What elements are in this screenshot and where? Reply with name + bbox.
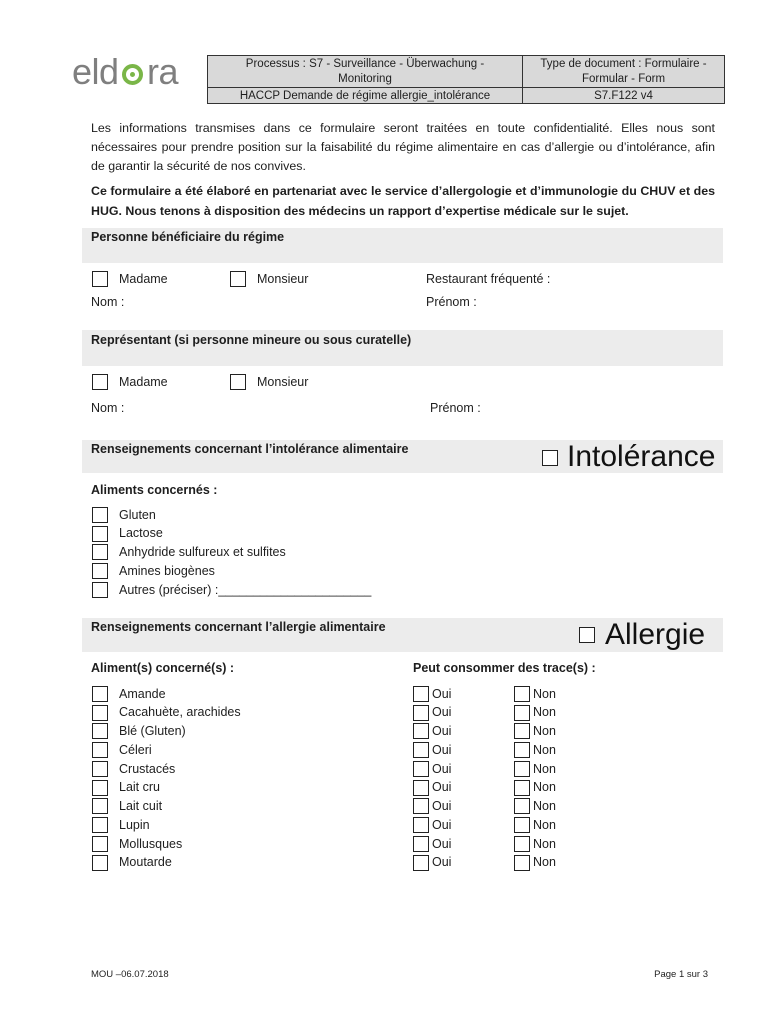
beneficiary-madame-label: Madame xyxy=(119,272,168,286)
intolerance-item-label: Anhydride sulfureux et sulfites xyxy=(119,545,286,560)
non-label: Non xyxy=(533,742,556,757)
intolerance-item-label: Gluten xyxy=(119,507,156,522)
oui-label: Oui xyxy=(432,780,452,795)
amande-traces-non-checkbox[interactable] xyxy=(514,686,530,702)
representative-madame-label: Madame xyxy=(119,375,168,389)
footer-page-number: Page 1 sur 3 xyxy=(654,969,708,980)
non-label: Non xyxy=(533,686,556,701)
oui-label: Oui xyxy=(432,817,452,832)
representative-section-header xyxy=(82,330,723,366)
allergy-item-label: Cacahuète, arachides xyxy=(119,705,241,720)
lait-cuit-checkbox[interactable] xyxy=(92,798,108,814)
crustaces-traces-non-checkbox[interactable] xyxy=(514,761,530,777)
intolerance-row-gluten xyxy=(92,506,552,525)
crustaces-traces-oui-checkbox[interactable] xyxy=(413,761,429,777)
allergy-item-label: Blé (Gluten) xyxy=(119,724,186,739)
cacahuete-traces-non-checkbox[interactable] xyxy=(514,705,530,721)
amande-checkbox[interactable] xyxy=(92,686,108,702)
allergy-item-label: Mollusques xyxy=(119,836,183,851)
allergy-row-lait-cuit xyxy=(92,797,556,816)
oui-label: Oui xyxy=(432,855,452,870)
mollusques-traces-oui-checkbox[interactable] xyxy=(413,836,429,852)
beneficiary-prenom-label: Prénom : xyxy=(426,295,477,309)
lait-cru-traces-non-checkbox[interactable] xyxy=(514,780,530,796)
oui-label: Oui xyxy=(432,724,452,739)
ble-checkbox[interactable] xyxy=(92,723,108,739)
non-label: Non xyxy=(533,761,556,776)
oui-label: Oui xyxy=(432,799,452,814)
allergy-heading: Renseignements concernant l’allergie alimentaire xyxy=(91,620,386,634)
lupin-traces-non-checkbox[interactable] xyxy=(514,817,530,833)
lactose-checkbox[interactable] xyxy=(92,526,108,542)
logo-lettering-prefix: eld xyxy=(72,51,119,92)
intolerance-item-label: Amines biogènes xyxy=(119,563,215,578)
intolerance-item-label: Autres (préciser) :______________________ xyxy=(119,582,372,597)
ble-traces-oui-checkbox[interactable] xyxy=(413,723,429,739)
mollusques-checkbox[interactable] xyxy=(92,836,108,852)
sulfites-checkbox[interactable] xyxy=(92,544,108,560)
oui-label: Oui xyxy=(432,761,452,776)
allergy-food-list xyxy=(92,685,556,873)
lupin-traces-oui-checkbox[interactable] xyxy=(413,817,429,833)
allergy-badge-label: Allergie xyxy=(605,618,706,651)
oui-label: Oui xyxy=(432,705,452,720)
allergy-item-label: Céleri xyxy=(119,742,152,757)
allergy-row-lupin xyxy=(92,816,556,835)
allergy-item-label: Lupin xyxy=(119,817,150,832)
allergy-row-celeri xyxy=(92,741,556,760)
autres-checkbox[interactable] xyxy=(92,582,108,598)
allergy-foods-label: Aliment(s) concerné(s) : xyxy=(91,661,235,675)
beneficiary-nom-label: Nom : xyxy=(91,295,125,309)
allergy-row-cacahuete xyxy=(92,703,556,722)
beneficiary-heading: Personne bénéficiaire du régime xyxy=(91,230,285,244)
mollusques-traces-non-checkbox[interactable] xyxy=(514,836,530,852)
intolerance-heading: Renseignements concernant l’intolérance alimentaire xyxy=(91,442,409,456)
allergy-row-moutarde xyxy=(92,853,556,872)
eldora-logo xyxy=(0,0,200,100)
amande-traces-oui-checkbox[interactable] xyxy=(413,686,429,702)
footer-revision: MOU –06.07.2018 xyxy=(91,969,169,980)
intolerance-row-amines xyxy=(92,562,552,581)
non-label: Non xyxy=(533,724,556,739)
document-reference-cell: S7.F122 v4 xyxy=(523,88,725,104)
allergy-item-label: Crustacés xyxy=(119,761,176,776)
amines-checkbox[interactable] xyxy=(92,563,108,579)
representative-heading: Représentant (si personne mineure ou sous curatelle) xyxy=(91,333,412,347)
lait-cuit-traces-non-checkbox[interactable] xyxy=(514,798,530,814)
beneficiary-monsieur-label: Monsieur xyxy=(257,272,309,286)
beneficiary-section-header xyxy=(82,228,723,263)
oui-label: Oui xyxy=(432,836,452,851)
intolerance-badge-label: Intolérance xyxy=(567,440,716,473)
moutarde-checkbox[interactable] xyxy=(92,855,108,871)
non-label: Non xyxy=(533,817,556,832)
logo-o-ring-icon xyxy=(122,64,143,85)
restaurant-label: Restaurant fréquenté : xyxy=(426,272,551,286)
crustaces-checkbox[interactable] xyxy=(92,761,108,777)
representative-prenom-label: Prénom : xyxy=(430,401,481,415)
representative-nom-label: Nom : xyxy=(91,401,125,415)
cacahuete-checkbox[interactable] xyxy=(92,705,108,721)
representative-madame-checkbox[interactable] xyxy=(92,374,108,390)
intolerance-item-label: Lactose xyxy=(119,526,163,541)
non-label: Non xyxy=(533,855,556,870)
privacy-notice: Les informations transmises dans ce formulaire seront traitées en toute confidentialité. Elles nous sont nécessaires pour prendre position sur la faisabilité du régime alimentaire en cas d’allergie ou d’intolérance, afin de garantir la sécurité de nos convives. xyxy=(91,121,715,173)
allergy-checkbox[interactable] xyxy=(579,627,595,643)
representative-monsieur-checkbox[interactable] xyxy=(230,374,246,390)
lait-cru-traces-oui-checkbox[interactable] xyxy=(413,780,429,796)
intolerance-checkbox[interactable] xyxy=(542,450,558,466)
non-label: Non xyxy=(533,836,556,851)
allergy-row-crustaces xyxy=(92,760,556,779)
allergy-item-label: Moutarde xyxy=(119,855,172,870)
celeri-traces-oui-checkbox[interactable] xyxy=(413,742,429,758)
non-label: Non xyxy=(533,705,556,720)
lait-cuit-traces-oui-checkbox[interactable] xyxy=(413,798,429,814)
allergy-item-label: Lait cuit xyxy=(119,799,163,814)
lupin-checkbox[interactable] xyxy=(92,817,108,833)
document-type-cell: Type de document : Formulaire - Formular - Form xyxy=(523,56,725,88)
logo-dot-icon xyxy=(130,72,135,77)
intolerance-foods-label: Aliments concernés : xyxy=(91,483,218,497)
logo-lettering-suffix: ra xyxy=(147,51,179,92)
oui-label: Oui xyxy=(432,686,452,701)
allergy-item-label: Amande xyxy=(119,686,166,701)
celeri-traces-non-checkbox[interactable] xyxy=(514,742,530,758)
intolerance-row-autres xyxy=(92,581,552,600)
representative-monsieur-label: Monsieur xyxy=(257,375,309,389)
intolerance-row-sulfites xyxy=(92,543,552,562)
cacahuete-traces-oui-checkbox[interactable] xyxy=(413,705,429,721)
gluten-checkbox[interactable] xyxy=(92,507,108,523)
intolerance-food-list xyxy=(92,506,552,600)
traces-label: Peut consommer des trace(s) : xyxy=(413,661,596,675)
allergy-row-lait-cru xyxy=(92,778,556,797)
allergy-item-label: Lait cru xyxy=(119,780,160,795)
allergy-row-mollusques xyxy=(92,835,556,854)
document-title-cell: HACCP Demande de régime allergie_intolérance xyxy=(208,88,523,104)
beneficiary-monsieur-checkbox[interactable] xyxy=(230,271,246,287)
lait-cru-checkbox[interactable] xyxy=(92,780,108,796)
allergy-row-amande xyxy=(92,685,556,704)
document-header-table xyxy=(207,55,725,104)
non-label: Non xyxy=(533,780,556,795)
process-cell: Processus : S7 - Surveillance - Überwachung - Monitoring xyxy=(208,56,523,88)
celeri-checkbox[interactable] xyxy=(92,742,108,758)
oui-label: Oui xyxy=(432,742,452,757)
ble-traces-non-checkbox[interactable] xyxy=(514,723,530,739)
beneficiary-madame-checkbox[interactable] xyxy=(92,271,108,287)
intolerance-row-lactose xyxy=(92,524,552,543)
partnership-notice: Ce formulaire a été élaboré en partenariat avec le service d’allergologie et d’immunologie du CHUV et des HUG. Nous tenons à disposition des médecins un rapport d’expertise médicale sur le sujet. xyxy=(91,184,715,218)
non-label: Non xyxy=(533,799,556,814)
moutarde-traces-oui-checkbox[interactable] xyxy=(413,855,429,871)
allergy-row-ble xyxy=(92,722,556,741)
moutarde-traces-non-checkbox[interactable] xyxy=(514,855,530,871)
